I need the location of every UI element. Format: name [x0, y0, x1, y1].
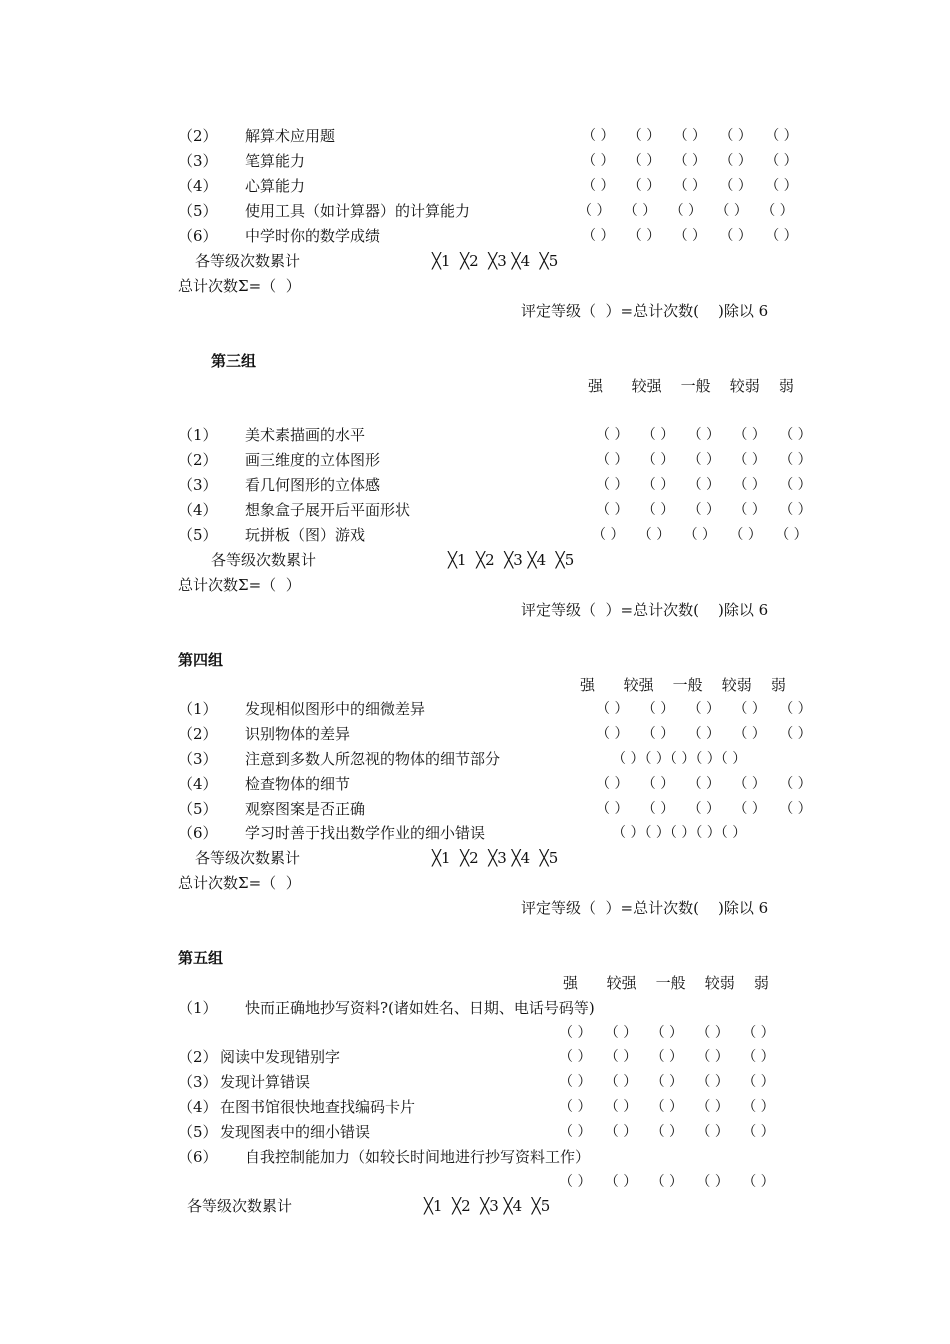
list-item-number: （4） — [178, 1098, 218, 1116]
list-item-number: （1） — [178, 426, 218, 444]
rating-parens: （ ） （ ） （ ） （ ） （ ） — [596, 502, 812, 518]
total-count: 总计次数Σ=（ ） — [178, 277, 301, 295]
tally-marks: ╳1 ╳2 ╳3 ╳4 ╳5 — [432, 849, 559, 867]
list-item-number: （6） — [178, 227, 218, 245]
rating-parens: （ ） （ ） （ ） （ ） （ ） — [596, 776, 812, 792]
list-item-number: （5） — [178, 1123, 218, 1141]
list-item-text: 观察图案是否正确 — [245, 800, 366, 818]
list-item-number: （2） — [178, 451, 218, 469]
rating-parens: （ ） （ ） （ ） （ ） （ ） — [559, 1025, 775, 1041]
list-item-number: （1） — [178, 999, 218, 1017]
list-item-text: 解算术应用题 — [245, 127, 336, 145]
list-item-text: 中学时你的数学成绩 — [245, 227, 381, 245]
list-item-number: （2） — [178, 1048, 218, 1066]
list-item-text: 看几何图形的立体感 — [245, 476, 381, 494]
list-item-text: 发现计算错误 — [220, 1073, 311, 1091]
list-item-text: 使用工具（如计算器）的计算能力 — [245, 202, 471, 220]
tally-label: 各等级次数累计 — [187, 1197, 293, 1215]
list-item-number: （4） — [178, 775, 218, 793]
tally-label: 各等级次数累计 — [195, 252, 301, 270]
list-item-text: 注意到多数人所忽视的物体的细节部分 — [245, 750, 501, 768]
list-item-text: 识别物体的差异 — [245, 725, 351, 743]
level-header: 强 较强 一般 较弱 弱 — [563, 974, 769, 992]
rating-parens: （ ） （ ） （ ） （ ） （ ） — [582, 228, 798, 244]
list-item-number: （4） — [178, 177, 218, 195]
rating-parens: （ ） （ ） （ ） （ ） （ ） — [559, 1099, 775, 1115]
list-item-text: 快而正确地抄写资料?(诸如姓名、日期、电话号码等) — [245, 999, 595, 1017]
list-item-number: （1） — [178, 700, 218, 718]
list-item-text: 笔算能力 — [245, 152, 306, 170]
rating-parens: （ ） （ ） （ ） （ ） （ ） — [592, 527, 808, 543]
rating-parens: （ ） （ ） （ ） （ ） （ ） — [578, 203, 794, 219]
tally-marks: ╳1 ╳2 ╳3 ╳4 ╳5 — [424, 1197, 551, 1215]
rating-parens: （ ） （ ） （ ） （ ） （ ） — [596, 801, 812, 817]
rating-formula: 评定等级（ ）=总计次数( )除以 6 — [521, 899, 769, 917]
list-item-text: 阅读中发现错别字 — [220, 1048, 341, 1066]
total-count: 总计次数Σ=（ ） — [178, 874, 301, 892]
rating-parens: （ ） （ ） （ ） （ ） （ ） — [596, 452, 812, 468]
list-item-number: （3） — [178, 476, 218, 494]
tally-label: 各等级次数累计 — [195, 849, 301, 867]
list-item-number: （5） — [178, 202, 218, 220]
section-title: 第三组 — [211, 352, 257, 370]
list-item-number: （6） — [178, 824, 218, 842]
rating-parens: （ ）（ ）（ ）（ ）（ ） — [612, 751, 747, 767]
list-item-text: 想象盒子展开后平面形状 — [245, 501, 411, 519]
rating-formula: 评定等级（ ）=总计次数( )除以 6 — [521, 601, 769, 619]
list-item-text: 画三维度的立体图形 — [245, 451, 381, 469]
list-item-text: 发现图表中的细小错误 — [220, 1123, 371, 1141]
rating-parens: （ ）（ ）（ ）（ ）（ ） — [612, 825, 747, 841]
rating-parens: （ ） （ ） （ ） （ ） （ ） — [559, 1049, 775, 1065]
rating-parens: （ ） （ ） （ ） （ ） （ ） — [559, 1124, 775, 1140]
total-count: 总计次数Σ=（ ） — [178, 576, 301, 594]
rating-parens: （ ） （ ） （ ） （ ） （ ） — [596, 477, 812, 493]
tally-marks: ╳1 ╳2 ╳3 ╳4 ╳5 — [448, 551, 575, 569]
list-item-number: （5） — [178, 800, 218, 818]
list-item-text: 心算能力 — [245, 177, 306, 195]
list-item-text: 发现相似图形中的细微差异 — [245, 700, 426, 718]
rating-parens: （ ） （ ） （ ） （ ） （ ） — [582, 178, 798, 194]
rating-parens: （ ） （ ） （ ） （ ） （ ） — [559, 1074, 775, 1090]
rating-formula: 评定等级（ ）=总计次数( )除以 6 — [521, 302, 769, 320]
list-item-number: （6） — [178, 1148, 218, 1166]
list-item-number: （3） — [178, 1073, 218, 1091]
section-title: 第四组 — [178, 651, 224, 669]
list-item-number: （3） — [178, 152, 218, 170]
tally-marks: ╳1 ╳2 ╳3 ╳4 ╳5 — [432, 252, 559, 270]
list-item-number: （3） — [178, 750, 218, 768]
list-item-text: 美术素描画的水平 — [245, 426, 366, 444]
list-item-number: （5） — [178, 526, 218, 544]
rating-parens: （ ） （ ） （ ） （ ） （ ） — [559, 1174, 775, 1190]
rating-parens: （ ） （ ） （ ） （ ） （ ） — [582, 128, 798, 144]
list-item-number: （2） — [178, 725, 218, 743]
list-item-text: 在图书馆很快地查找编码卡片 — [220, 1098, 416, 1116]
rating-parens: （ ） （ ） （ ） （ ） （ ） — [596, 427, 812, 443]
rating-parens: （ ） （ ） （ ） （ ） （ ） — [596, 726, 812, 742]
tally-label: 各等级次数累计 — [211, 551, 317, 569]
level-header: 强 较强 一般 较弱 弱 — [588, 377, 794, 395]
list-item-number: （4） — [178, 501, 218, 519]
rating-parens: （ ） （ ） （ ） （ ） （ ） — [596, 701, 812, 717]
list-item-text: 自我控制能加力（如较长时间地进行抄写资料工作） — [245, 1148, 591, 1166]
level-header: 强 较强 一般 较弱 弱 — [580, 676, 786, 694]
list-item-text: 检查物体的细节 — [245, 775, 351, 793]
list-item-number: （2） — [178, 127, 218, 145]
list-item-text: 玩拼板（图）游戏 — [245, 526, 366, 544]
rating-parens: （ ） （ ） （ ） （ ） （ ） — [582, 153, 798, 169]
list-item-text: 学习时善于找出数学作业的细小错误 — [245, 824, 486, 842]
section-title: 第五组 — [178, 949, 224, 967]
